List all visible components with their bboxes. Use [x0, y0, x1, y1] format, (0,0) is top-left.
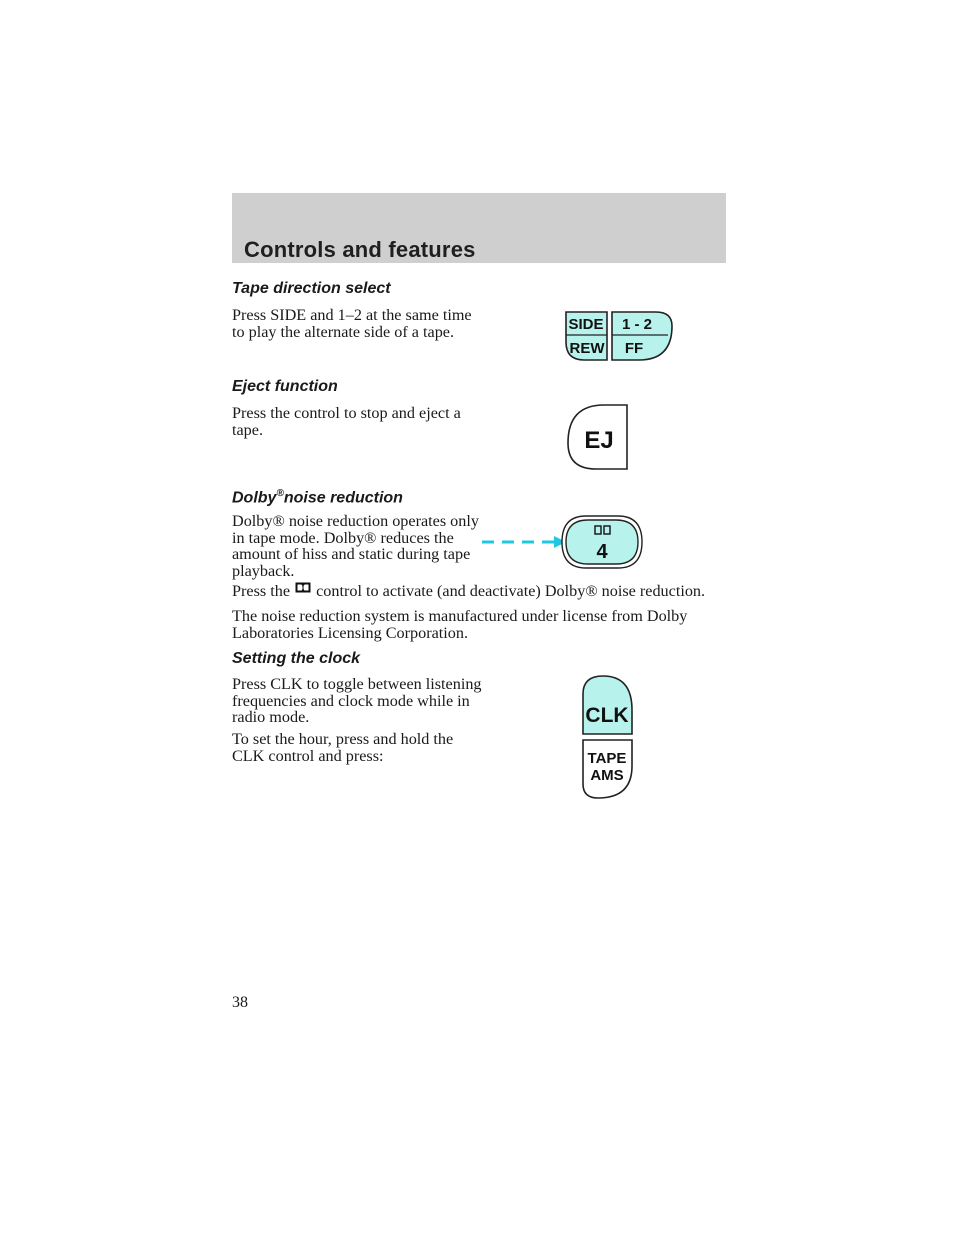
tape-direction-text: Press SIDE and 1–2 at the same time to play the alternate side of a tape. — [232, 306, 472, 341]
section-title: Controls and features — [244, 237, 476, 262]
tape-direction-heading: Tape direction select — [232, 280, 391, 297]
ams-label: AMS — [590, 767, 624, 784]
ej-label: EJ — [584, 427, 614, 454]
clk-label: CLK — [585, 704, 629, 727]
one-two-label: 1 - 2 — [621, 316, 653, 333]
tape-label: TAPE — [587, 750, 627, 767]
rew-label: REW — [569, 340, 605, 357]
clock-text-2: To set the hour, press and hold the CLK control and press: — [232, 730, 454, 765]
section-header — [232, 193, 726, 263]
dolby-button-label: 4 — [596, 541, 608, 563]
dolby-press-prefix: Press the — [232, 582, 290, 600]
dolby-heading-main: Dolby — [232, 489, 277, 507]
dolby-text: Dolby® noise reduction operates only in tape mode. Dolby® reduces the amount of hiss and static during tape playback. — [232, 512, 479, 580]
clk-tape-ams-button-diagram — [578, 672, 638, 802]
dolby-inline-icon — [295, 582, 311, 593]
eject-button-diagram — [564, 403, 634, 473]
side-rew-ff-button-diagram — [564, 304, 674, 362]
dolby-press-suffix: control to activate (and deactivate) Dolby® noise reduction. — [316, 582, 706, 600]
pointer-arrow — [482, 536, 566, 548]
dolby-license-text: The noise reduction system is manufactured under license from Dolby Laboratories Licensing Corporation. — [232, 607, 688, 642]
clock-heading: Setting the clock — [232, 650, 361, 667]
eject-text: Press the control to stop and eject a tape. — [232, 404, 461, 439]
dolby-button-diagram — [478, 512, 648, 572]
clock-text-1: Press CLK to toggle between listening frequencies and clock mode while in radio mode. — [232, 675, 482, 726]
dolby-heading — [232, 488, 403, 507]
dolby-press-text — [232, 582, 732, 600]
eject-heading: Eject function — [232, 378, 338, 395]
page-number: 38 — [232, 994, 248, 1011]
dolby-heading-mark: ® — [276, 488, 284, 499]
ff-label: FF — [624, 340, 644, 357]
dolby-heading-rest: noise reduction — [283, 489, 403, 507]
side-label: SIDE — [568, 316, 604, 333]
